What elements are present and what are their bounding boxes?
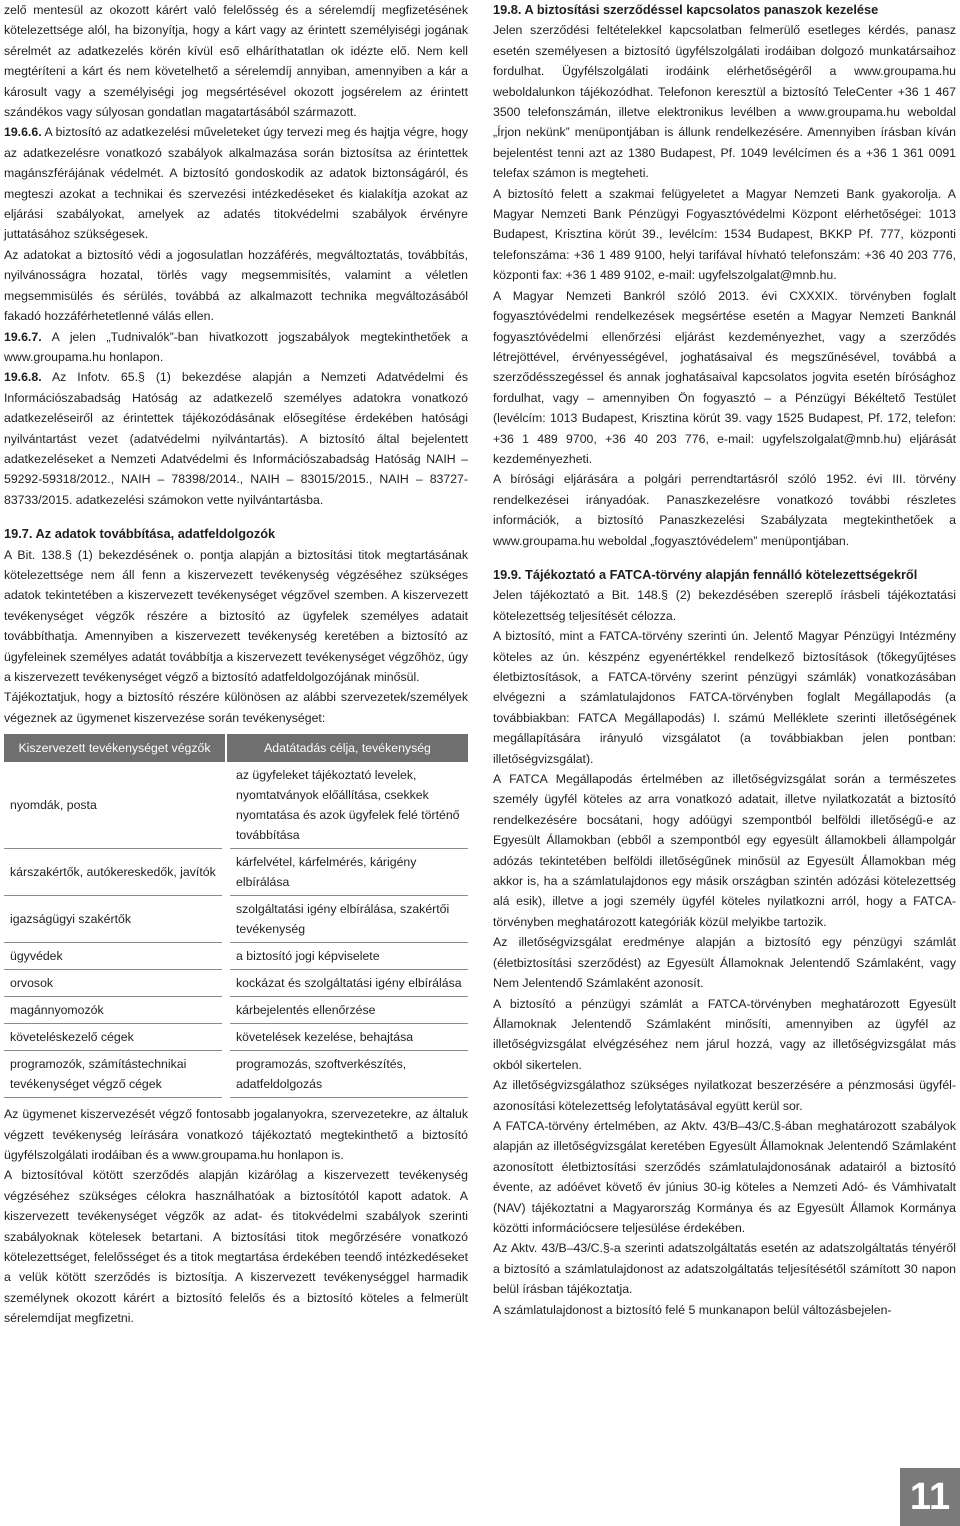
paragraph-text: A biztosító az adatkezelési műveleteket úgy tervezi meg és hajtja végre, hogy az adatkezelésre vonatkozó szabályok alkalmazása során biztosítsa az érintettek magánszférájának védelmét. A biztosító gondoskodik az adatok biztonságáról, és megteszi azokat a technikai és szervezési intézkedéseket és kialakítja azokat az eljárási szabályokat, amelyek az adatés titokvédelmi szabályok érvényre juttatásához szükségesek. <box>4 125 468 242</box>
page-number: 11 <box>900 1468 960 1526</box>
paragraph: A biztosító felett a szakmai felügyeletet a Magyar Nemzeti Bank gyakorolja. A Magyar Nemzeti Bank Pénzügyi Fogyasztóvédelmi Központ elérhetőségei: 1013 Budapest, Krisztina körút 39., levélcím: 1534 Budapest, BKKP Pf. 777, központi telefonszáma: +36 1 489 9100, helyi tarifával hívható telefonszám: +36 40 203 776, központi fax: +36 1 489 9102, e-mail: ugyfelszolgalat@mnb.hu. <box>493 186 956 283</box>
paragraph-19-6-8 <box>4 367 468 510</box>
table-row <box>4 849 468 896</box>
paragraph: A biztosító a pénzügyi számlát a FATCA-törvényben meghatározott Egyesült Államoknak Jelentendő Számlaként minősíti, amennyiben az ügyfél az illetőségvizsgálat elvégzéséhez nem járul hozzá, vagy az illetőségvizsgálat más okból sikertelen. <box>493 996 956 1072</box>
table-cell: kockázat és szolgáltatási igény elbírálása <box>226 970 468 997</box>
paragraph-19-6-6 <box>4 122 468 244</box>
table-cell: ügyvédek <box>4 943 226 970</box>
table-cell: igazságügyi szakértők <box>4 896 226 943</box>
table-header-cell: Adatátadás célja, tevékenység <box>226 734 468 762</box>
table-header-row <box>4 734 468 762</box>
section-number: 19.6.8. <box>4 370 42 385</box>
section-heading-19-8: 19.8. A biztosítási szerződéssel kapcsolatos panaszok kezelése <box>493 2 879 17</box>
paragraph: A biztosítóval kötött szerződés alapján kizárólag a kiszervezett tevékenység végzéséhez szükséges célokra használhatóak a biztosítótól kapott adatok. A kiszervezett tevékenységet végzők az adat- és titokvédelmi szabályok szerinti szabályoknak kötelesek betartani. A biztosítási titok megőrzésére vonatkozó kötelezettséget, felelősséget és a titok megtartása érdekében teendő intézkedéseket a velük kötött szerződés is biztosítja. A kiszervezett tevékenységgel harmadik személynek okozott kárért a biztosító felelős és a biztosító köteles a felmerült sérelemdíjat megfizetni. <box>4 1168 468 1326</box>
table-cell: programozók, számítástechnikai tevékenységet végző cégek <box>4 1051 226 1098</box>
table-cell: a biztosító jogi képviselete <box>226 943 468 970</box>
table-cell: követelések kezelése, behajtása <box>226 1024 468 1051</box>
table-cell: követeléskezelő cégek <box>4 1024 226 1051</box>
table-cell: kárbejelentés ellenőrzése <box>226 997 468 1024</box>
right-column <box>493 0 956 1320</box>
paragraph: A bírósági eljárására a polgári perrendtartásról szóló 1952. évi III. törvény rendelkezései irányadóak. Panaszkezelésre vonatkozó további részletes információk, a biztosító Panaszkezelési Szabályzata megtekinthetőek a www.groupama.hu weboldal „fogyasztóvédelem” menüpontjában. <box>493 472 956 548</box>
paragraph: A Magyar Nemzeti Bankról szóló 2013. évi CXXXIX. törvényben foglalt fogyasztóvédelmi rendelkezések megsértése esetén a Magyar Nemzeti Banknál fogyasztóvédelmi ellenőrzési eljárást kezdeményezhet, vagy a szerződés létrejöttével, érvényességével, joghatásaival és megszűnésével, továbbá a szerződésszegéssel és annak joghatásaival kapcsolatos jogvita esetén bírósághoz fordulhat, vagy – amennyiben Ön fogyasztó – a Pénzügyi Békéltető Testület (levélcím: 1013 Budapest, Krisztina körút 39. vagy 1525 Budapest, Pf. 172, telefon: +36 1 489 9700, +36 40 203 776, e-mail: ugyfelszolgalat@mnb.hu) eljárását kezdeményezheti. <box>493 288 956 466</box>
paragraph: A biztosító, mint a FATCA-törvény szerinti ún. Jelentő Magyar Pénzügyi Intézmény köteles az ún. készpénz egyenértékkel rendelkező biztosítások (tőkegyűjtéses életbiztosítások, a FATCA-törvény szerint pénzügyi számlák) vonatkozásában elvégezni a számlatulajdonos FATCA-törvényben foglalt Megállapodás (a továbbiakban: FATCA Megállapodás) I. számú Melléklete szerinti illetőségének megállapítására irányuló vizsgálatot (a továbbiakban jelen pontban: illetőségvizsgálat). <box>493 629 956 766</box>
outsourcing-table <box>4 734 468 1098</box>
paragraph: Tájékoztatjuk, hogy a biztosító részére különösen az alábbi szervezetek/személyek végeznek az ügymenet kiszervezése során tevékenységet: <box>4 690 468 725</box>
paragraph: A Bit. 138.§ (1) bekezdésének o. pontja alapján a biztosítási titok megtartásának kötelezettsége nem áll fenn a kiszervezett tevékenység végzéséhez szükséges adatok tekintetében a kiszervezett tevékenységet végzővel szemben. A kiszervezett tevékenységet végzők részére a biztosító az ügyfelek személyes adatait továbbíthatja. Amennyiben a kiszervezett tevékenység keretében a biztosító az ügyfeleinek személyes adatát továbbítja a kiszervezett tevékenységet végzőhöz, úgy a kiszervezett tevékenységet végző a biztosító adatfeldolgozójának minősül. <box>4 547 468 684</box>
table-cell: magánnyomozók <box>4 997 226 1024</box>
section-number: 19.6.7. <box>4 329 42 344</box>
table-row <box>4 970 468 997</box>
paragraph-text: A jelen „Tudnivalók”-ban hivatkozott jogszabályok megtekinthetőek a www.groupama.hu honlapon. <box>4 329 468 364</box>
paragraph: Jelen tájékoztató a Bit. 148.§ (2) bekezdésében szereplő írásbeli tájékoztatási kötelezettség teljesítését célozza. <box>493 588 956 623</box>
paragraph: Jelen szerződési feltételekkel kapcsolatban felmerülő esetleges kérdés, panasz esetén személyesen a biztosító ügyfélszolgálati irodáiban dolgozó munkatársaihoz fordulhat. Ügyfélszolgálati irodáink elérhetőségéről a www.groupama.hu weboldalunkon tájékozódhat. Telefonon keresztül a biztosító TeleCenter +36 1 467 3500 telefonszámán, illetve elektronikus levélben a www.groupama.hu weboldal „Írjon nekünk” menüpontjában is állunk rendelkezésére. Amennyiben írásban kíván bejelentést tenni azt az 1380 Budapest, Pf. 1049 levélcímen és a +36 1 361 0091 telefax számon is megteheti. <box>493 23 956 181</box>
section-heading-19-7: 19.7. Az adatok továbbítása, adatfeldolgozók <box>4 526 276 542</box>
table-cell: az ügyfeleket tájékoztató levelek, nyomtatványok előállítása, csekkek nyomtatása és azok ügyfelek felé történő továbbítása <box>226 762 468 849</box>
paragraph-text: Az Infotv. 65.§ (1) bekezdése alapján a Nemzeti Adatvédelmi és Információszabadság Hatóság az adatkezelő személyes adatokra vonatkozó adatkezeléseiről az érintettek tájékozódásának elősegítése érdekében hatósági nyilvántartást vezet (adatvédelmi nyilvántartás). A biztosító által bejelentett adatkezeléseket a Nemzeti Adatvédelmi és Információszabadság Hatóság NAIH – 59292-59318/2012., NAIH – 78398/2014., NAIH – 83015/2015., NAIH – 83727-83733/2015. adatkezelési számokon vette nyilvántartásba. <box>4 370 468 507</box>
table-row <box>4 943 468 970</box>
paragraph: Az adatokat a biztosító védi a jogosulatlan hozzáférés, megváltoztatás, továbbítás, nyilvánosságra hozatal, törlés vagy megsemmisítés, valamint a véletlen megsemmisülés és sérülés, továbbá az alkalmazott technika megváltozásából fakadó hozzáférhetetlenné válás ellen. <box>4 247 468 324</box>
table-row <box>4 997 468 1024</box>
table-row <box>4 762 468 849</box>
paragraph: A számlatulajdonost a biztosító felé 5 munkanapon belül változásbejelen- <box>493 1302 892 1317</box>
table-cell: kárfelvétel, kárfelmérés, kárigény elbírálása <box>226 849 468 896</box>
section-number: 19.6.6. <box>4 125 42 140</box>
table-row <box>4 896 468 943</box>
paragraph: Az Aktv. 43/B–43/C.§-a szerinti adatszolgáltatás esetén az adatszolgáltatás tényéről a biztosító a számlatulajdonost az adatszolgáltatás teljesítésétől számított 30 napon belül írásban tájékoztatja. <box>493 1241 956 1297</box>
table-header-cell: Kiszervezett tevékenységet végzők <box>4 734 226 762</box>
paragraph: Az ügymenet kiszervezését végző fontosabb jogalanyokra, szervezetekre, az általuk végzett tevékenység leírására vonatkozó tájékoztató megtekinthető a biztosító ügyfélszolgálati irodáiban és a www.groupama.hu honlapon is. <box>4 1107 468 1163</box>
table-cell: programozás, szoftverkészítés, adatfeldolgozás <box>226 1051 468 1098</box>
paragraph: zelő mentesül az okozott kárért való felelősség és a sérelemdíj megfizetésének kötelezettsége alól, ha bizonyítja, hogy a kárt vagy az érintett személyiségi jogának sérelmét az adatkezelés körén kívül eső elháríthatatlan ok idézte elő. Nem kell megtéríteni a kárt és nem követelhető a sérelemdíj annyiban, amennyiben a kár a károsult vagy a személyiségi jog megsértésével okozott jogsérelem az érintett szándékos vagy súlyosan gondatlan magatartásából származott. <box>4 3 468 120</box>
left-column <box>4 0 468 1329</box>
table-row <box>4 1051 468 1098</box>
table-cell: szolgáltatási igény elbírálása, szakértői tevékenység <box>226 896 468 943</box>
paragraph: Az illetőségvizsgálat eredménye alapján a biztosító egy pénzügyi számlát (életbiztosítási szerződést) az Egyesült Államoknak Jelentendő Számlaként, vagy Nem Jelentendő Számlaként azonosít. <box>493 935 956 991</box>
section-heading-19-9: 19.9. Tájékoztató a FATCA-törvény alapján fennálló kötelezettségekről <box>493 566 918 582</box>
table-cell: orvosok <box>4 970 226 997</box>
paragraph: A FATCA Megállapodás értelmében az illetőségvizsgálat során a természetes személy ügyfél köteles az arra vonatkozó adatait, illetve nyilatkozatát a biztosító rendelkezésére bocsátani, hogy adóügyi szempontból belföldi illetőségű-e az Egyesült Államokban (ebből a szempontból egy egyesült államokbeli állampolgár adózás tekintetében belföldi illetőségűnek minősül az Egyesült Államokban még akkor is, ha a számlatulajdonos egy másik országban szintén adózási kötelezettség alá esik), illetve a jogi személy ügyfél köteles nyilatkozni arról, hogy a FATCA-törvényben meghatározott kategóriák közül melyikbe tartozik. <box>493 772 956 929</box>
paragraph: A FATCA-törvény értelmében, az Aktv. 43/B–43/C.§-ában meghatározott szabályok alapján az illetőségvizsgálat keretében Egyesült Államoknak Jelentendő Számlaként azonosított életbiztosítási szerződés számlatulajdonosának adatairól a biztosító évente, az adóévet követő év június 30-ig köteles a Nemzeti Adó- és Vámhivatalt (NAV) tájékoztatni a Magyarország Kormánya és az Egyesült Államok Kormánya közötti információcsere teljesülése érdekében. <box>493 1118 956 1235</box>
paragraph: Az illetőségvizsgálathoz szükséges nyilatkozat beszerzésére a pénzmosási ügyfél-azonosítási kötelezettség lefolytatásával együtt kerül sor. <box>493 1078 956 1113</box>
table-cell: nyomdák, posta <box>4 762 226 849</box>
paragraph-19-6-7 <box>4 327 468 368</box>
table-row <box>4 1024 468 1051</box>
table-cell: kárszakértők, autókereskedők, javítók <box>4 849 226 896</box>
